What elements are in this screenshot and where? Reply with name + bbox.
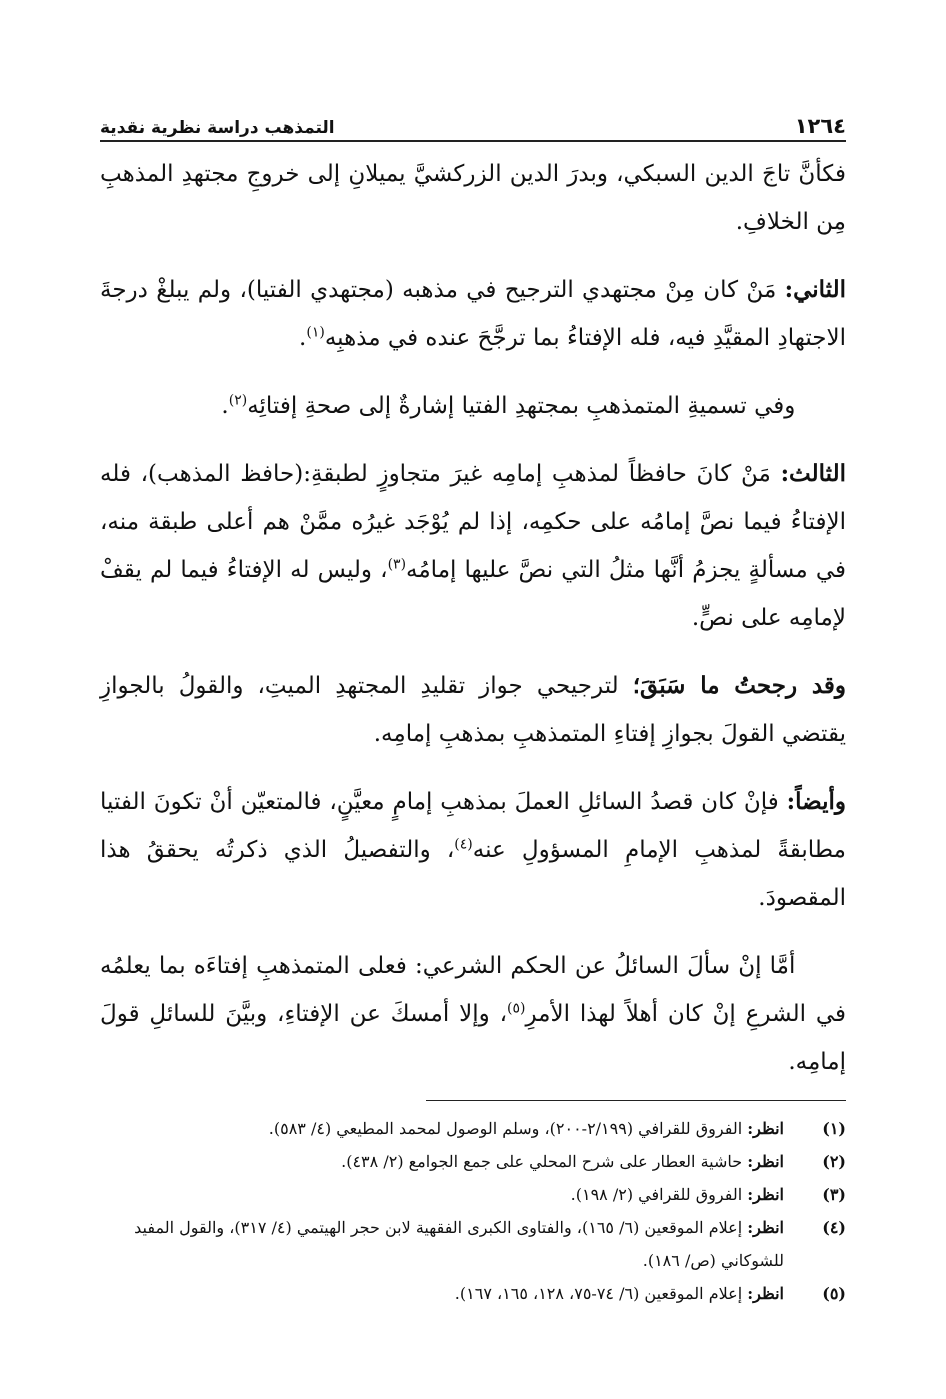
footnote-label: انظر: <box>747 1284 784 1303</box>
footnote-ref[interactable]: (٥) <box>507 1000 526 1017</box>
paragraph <box>100 150 846 246</box>
footnote-item <box>100 1178 846 1211</box>
paragraph <box>100 942 846 1086</box>
main-text <box>100 150 846 1106</box>
footnote-body: الفروق للقرافي (٢/ ١٩٨). <box>570 1185 748 1204</box>
footnote-label: انظر: <box>747 1119 784 1138</box>
footnote-body: إعلام الموقعين (٦/ ١٦٥)، والفتاوى الكبرى الفقهية لابن حجر الهيتمي (٤/ ٣١٧)، والقول المفيد للشوكاني (ص/ ١٨٦). <box>134 1218 784 1270</box>
footnote-body: إعلام الموقعين (٦/ ٧٤-٧٥، ١٢٨، ١٦٥، ١٦٧). <box>454 1284 748 1303</box>
footnote-text <box>100 1178 784 1211</box>
footnote-text <box>100 1112 784 1145</box>
paragraph-lead: الثاني: <box>784 276 846 303</box>
paragraph-tail: ، وليس له الإفتاءُ فيما لم يقفْ لإمامِه على نصٍّ. <box>100 557 846 631</box>
paragraph-text: مَنْ كان مِنْ مجتهدي الترجيح في مذهبه (مجتهدي الفتيا)، ولم يبلغْ درجةَ الاجتهادِ المقيَّدِ فيه، فله الإفتاءُ بما ترجَّحَ عنده في مذهبِه <box>100 277 846 351</box>
paragraph-lead: وأيضاً: <box>786 788 846 815</box>
footnote-text <box>100 1211 784 1277</box>
paragraph-text: لترجيحي جواز تقليدِ المجتهدِ الميتِ، والقولُ بالجوازِ يقتضي القولَ بجوازِ إفتاءِ المتمذهبِ بمذهبِ إمامِه. <box>100 673 846 747</box>
footnote-number: (١) <box>822 1119 846 1138</box>
footnote-item <box>100 1211 846 1277</box>
paragraph-tail: ، والتفصيلُ الذي ذكرتُه يحققُ هذا المقصودَ. <box>100 837 846 911</box>
paragraph <box>100 450 846 642</box>
paragraph-lead: وقد رجحتُ ما سَبَقَ؛ <box>632 672 846 699</box>
paragraph <box>100 778 846 922</box>
footnote-label: انظر: <box>747 1218 784 1237</box>
page-number: ١٢٦٤ <box>794 114 846 138</box>
footnote-item <box>100 1277 846 1310</box>
paragraph <box>100 266 846 362</box>
footnote-body: الفروق للقرافي (٢/١٩٩-٢٠٠)، وسلم الوصول لمحمد المطيعي (٤/ ٥٨٣). <box>268 1119 748 1138</box>
footnote-divider <box>426 1100 846 1101</box>
footnote-label: انظر: <box>747 1185 784 1204</box>
paragraph-text: مَنْ كانَ حافظاً لمذهبِ إمامِه غيرَ متجاوزٍ لطبقةِ:(حافظ المذهب)، فله الإفتاءُ فيما نصَّ إمامُه على حكمِه، إذا لم يُوْجَد غيرُه ممَّنْ هم أعلى طبقة منه، في مسألةٍ يجزمُ أنَّها مثلُ التي نصَّ عليها إمامُه <box>100 461 846 583</box>
page-header <box>100 104 846 138</box>
running-title: التمذهب دراسة نظرية نقدية <box>100 118 335 138</box>
paragraph-text: أمَّا إنْ سألَ السائلُ عن الحكم الشرعي: فعلى المتمذهبِ إفتاءَه بما يعلمُه في الشرعِ إنْ كان أهلاً لهذا الأمرِ <box>100 953 846 1027</box>
header-divider <box>100 140 846 142</box>
footnote-ref[interactable]: (٣) <box>387 556 407 573</box>
paragraph-text: فإنْ كان قصدُ السائلِ العملَ بمذهبِ إمامٍ معيَّنٍ، فالمتعيّن أنْ تكونَ الفتيا مطابقةً لمذهبِ الإمامِ المسؤولِ عنه <box>100 789 846 863</box>
paragraph-tail: . <box>299 325 307 351</box>
footnote-ref[interactable]: (٤) <box>454 836 473 853</box>
footnote-text <box>100 1145 784 1178</box>
paragraph <box>100 662 846 758</box>
paragraph-tail: ، وإلا أمسكَ عن الإفتاءِ، وبيَّنَ للسائلِ قولَ إمامِه. <box>100 1001 846 1075</box>
footnote-body: حاشية العطار على شرح المحلي على جمع الجوامع (٢/ ٤٣٨). <box>341 1152 748 1171</box>
paragraph-text: وفي تسميةِ المتمذهبِ بمجتهدِ الفتيا إشارةٌ إلى صحةِ إفتائِه <box>247 393 796 419</box>
footnote-number: (٢) <box>822 1152 846 1171</box>
footnote-label: انظر: <box>747 1152 784 1171</box>
paragraph <box>100 382 846 430</box>
paragraph-text: فكأنَّ تاجَ الدين السبكي، وبدرَ الدين الزركشيَّ يميلانِ إلى خروجِ مجتهدِ المذهبِ مِن الخلافِ. <box>100 161 846 235</box>
paragraph-lead: الثالث: <box>780 460 846 487</box>
footnote-number: (٤) <box>822 1218 846 1237</box>
footnote-ref[interactable]: (٢) <box>228 392 248 409</box>
footnotes <box>100 1112 846 1310</box>
paragraph-tail: . <box>221 393 229 419</box>
footnote-item <box>100 1112 846 1145</box>
footnote-text <box>100 1277 784 1310</box>
footnote-number: (٥) <box>822 1284 846 1303</box>
footnote-number: (٣) <box>822 1185 846 1204</box>
footnote-ref[interactable]: (١) <box>306 324 325 341</box>
footnote-item <box>100 1145 846 1178</box>
